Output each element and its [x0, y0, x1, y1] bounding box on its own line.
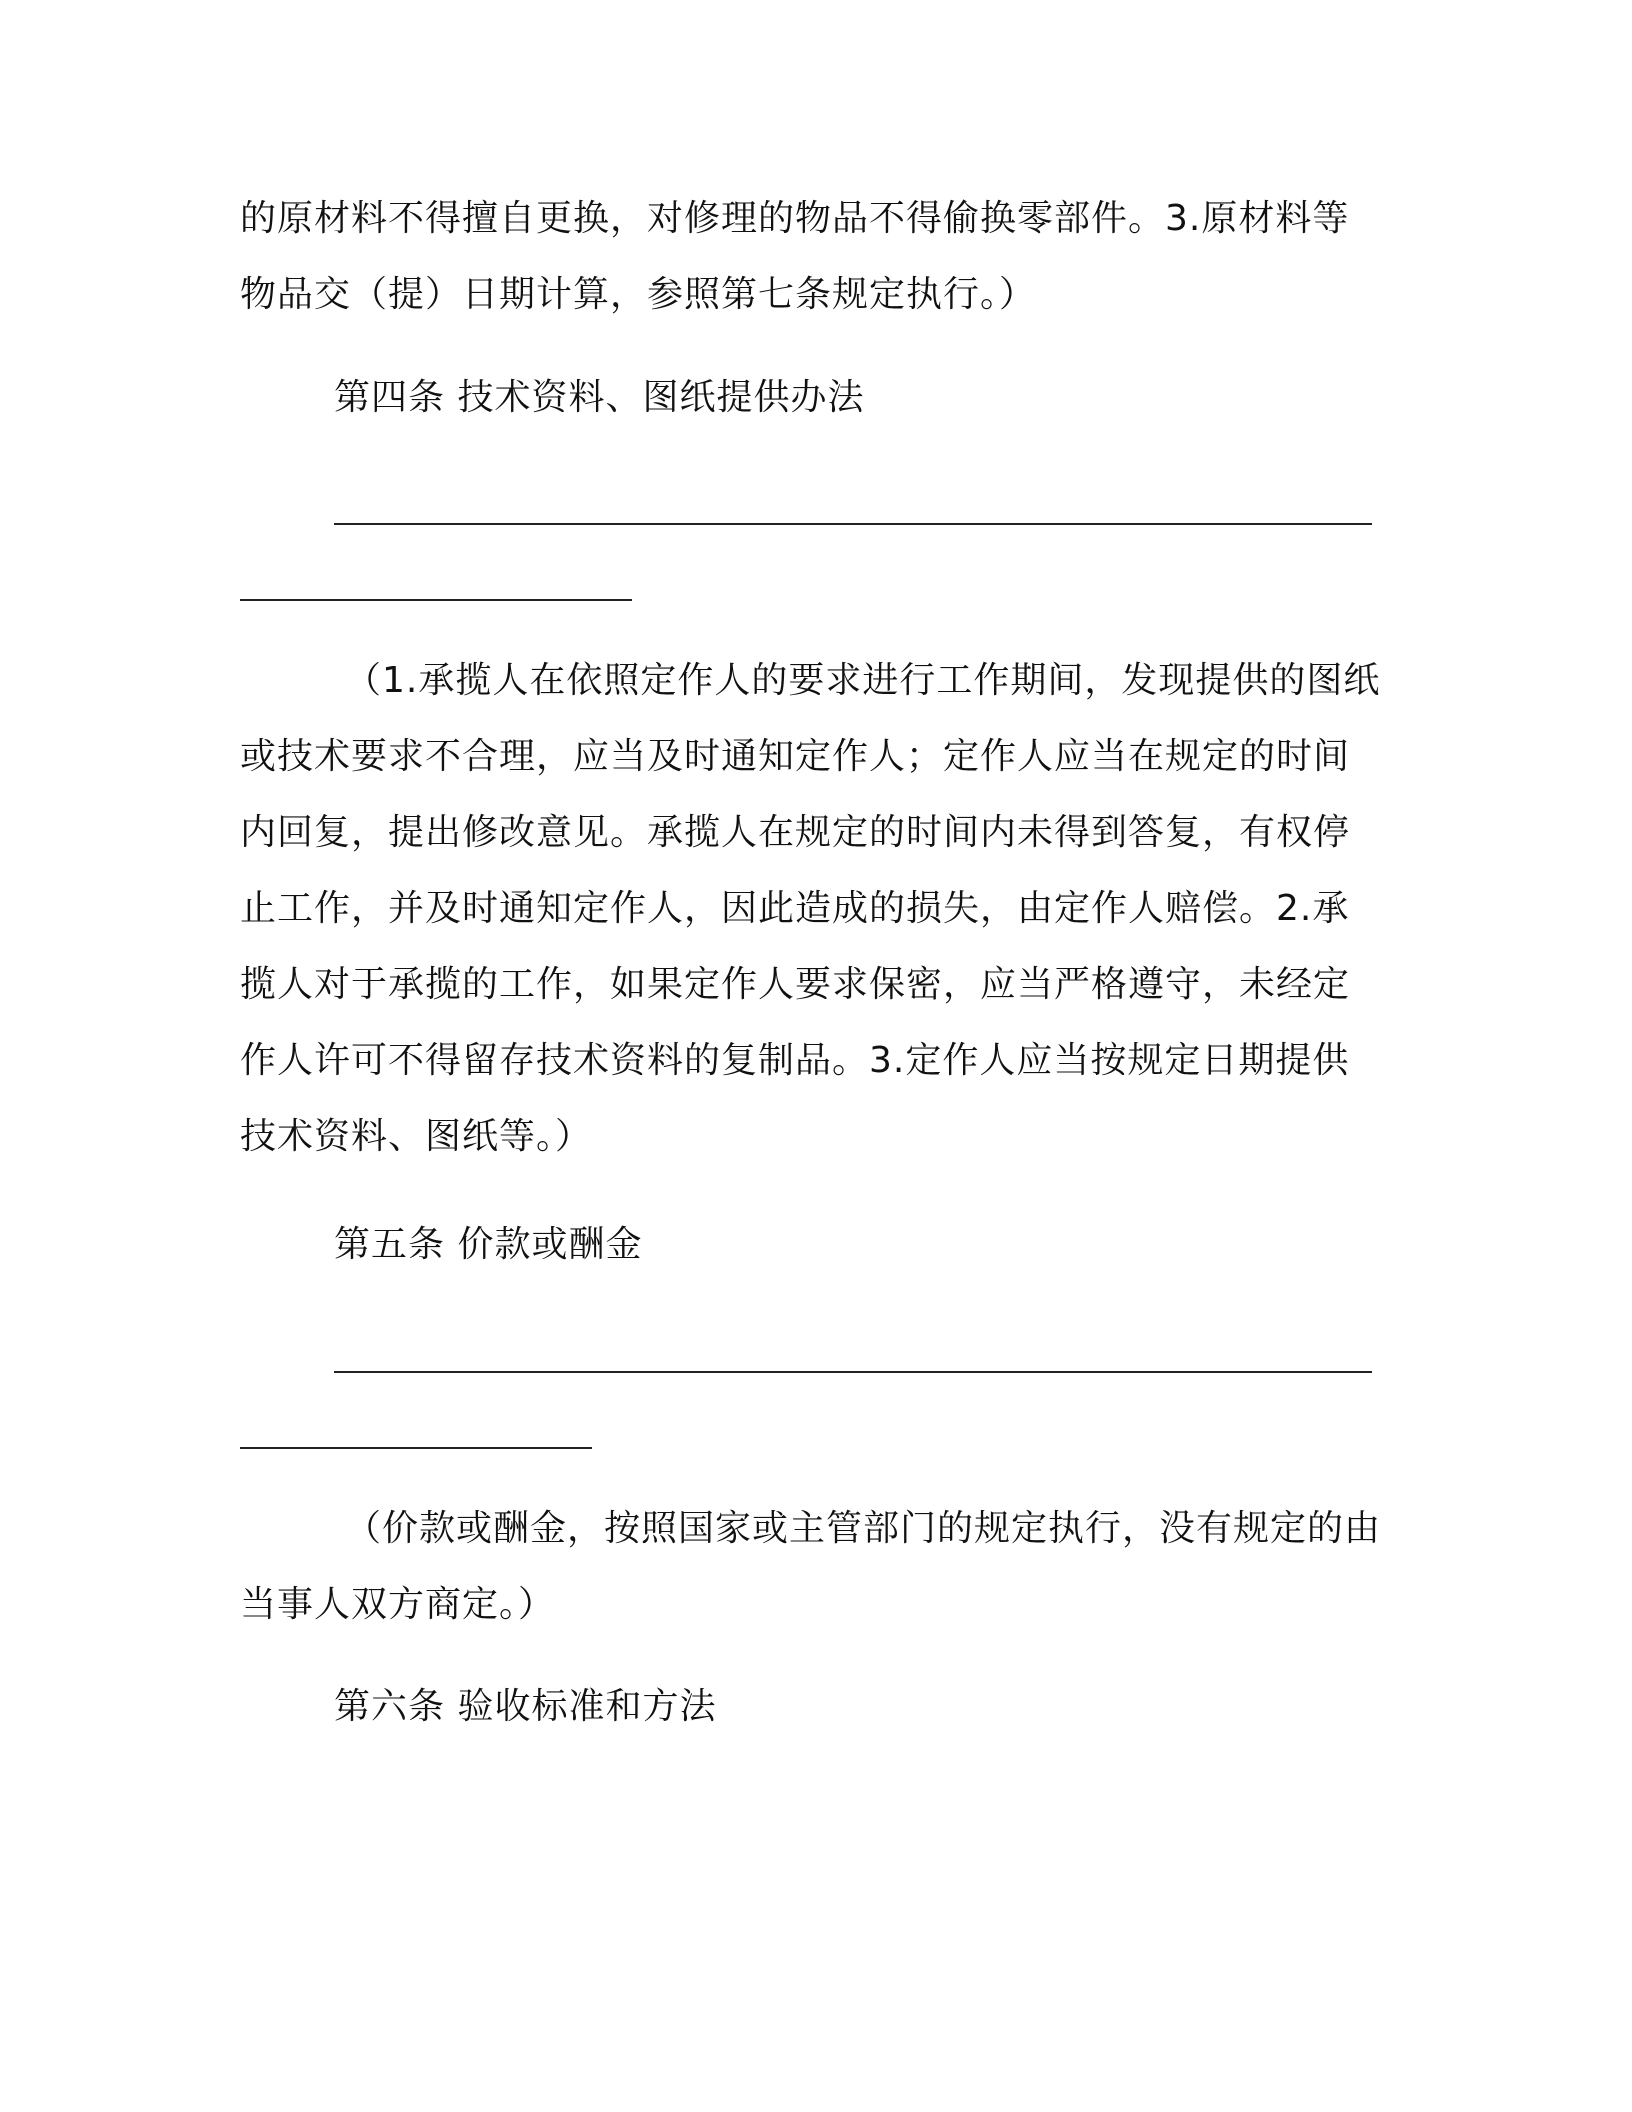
paragraph-line: 的原材料不得擅自更换，对修理的物品不得偷换零部件。3.原材料等 [240, 198, 1350, 239]
note-line: 或技术要求不合理，应当及时通知定作人；定作人应当在规定的时间 [240, 736, 1351, 777]
article-6-heading: 第六条 验收标准和方法 [334, 1686, 717, 1727]
article-5-heading: 第五条 价款或酬金 [334, 1224, 643, 1265]
note-line: 当事人双方商定。） [240, 1584, 556, 1625]
note-line: 技术资料、图纸等。） [240, 1116, 593, 1157]
note-line: 止工作，并及时通知定作人，因此造成的损失，由定作人赔偿。2.承 [240, 888, 1350, 929]
paragraph-line: 物品交（提）日期计算，参照第七条规定执行。） [240, 274, 1037, 315]
blank-fill-line [240, 1447, 592, 1449]
article-4-heading: 第四条 技术资料、图纸提供办法 [334, 377, 865, 418]
note-line: 内回复，提出修改意见。承揽人在规定的时间内未得到答复，有权停 [240, 812, 1351, 853]
note-line: 作人许可不得留存技术资料的复制品。3.定作人应当按规定日期提供 [240, 1040, 1350, 1081]
blank-fill-line [334, 523, 1372, 525]
blank-fill-line [240, 599, 632, 601]
note-line: （价款或酬金，按照国家或主管部门的规定执行，没有规定的由 [345, 1508, 1382, 1549]
blank-fill-line [334, 1371, 1372, 1373]
note-line: 揽人对于承揽的工作，如果定作人要求保密，应当严格遵守，未经定 [240, 964, 1351, 1005]
note-line: （1.承揽人在依照定作人的要求进行工作期间，发现提供的图纸 [345, 660, 1381, 701]
